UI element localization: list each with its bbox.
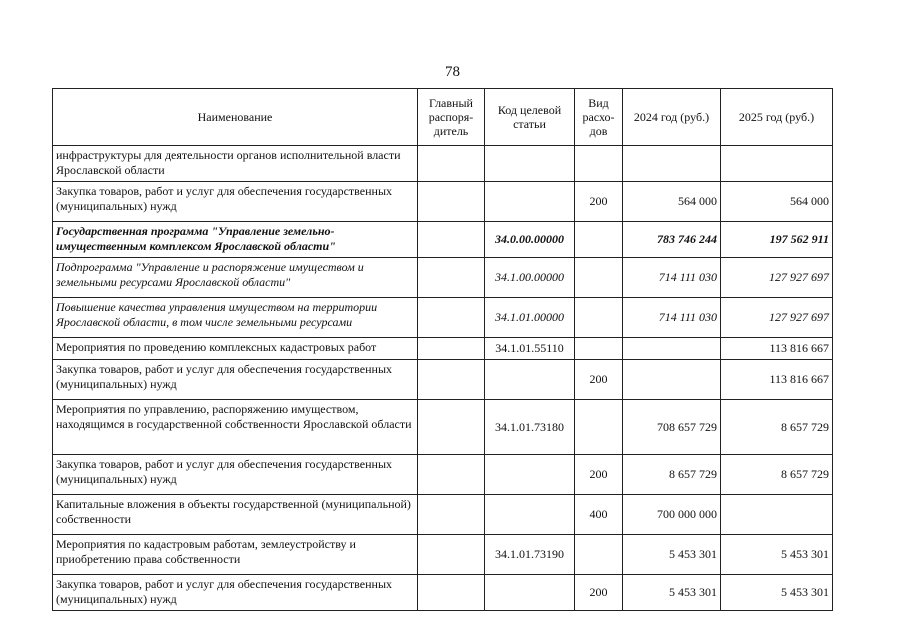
cell-code [485,575,575,611]
cell-admin [418,400,485,455]
cell-code: 34.1.01.00000 [485,298,575,338]
header-2024: 2024 год (руб.) [623,89,721,146]
cell-code [485,360,575,400]
cell-y2025: 113 816 667 [721,360,833,400]
cell-type: 200 [575,360,623,400]
table-row [53,455,833,495]
cell-admin [418,222,485,258]
cell-y2024: 5 453 301 [623,575,721,611]
cell-name: инфраструктуры для деятельности органов исполнительной власти Ярославской области [53,146,418,182]
cell-y2024: 783 746 244 [623,222,721,258]
cell-y2024: 5 453 301 [623,535,721,575]
cell-admin [418,495,485,535]
cell-y2025: 8 657 729 [721,455,833,495]
cell-admin [418,455,485,495]
cell-type [575,400,623,455]
cell-y2024: 700 000 000 [623,495,721,535]
cell-y2025: 5 453 301 [721,535,833,575]
page-number: 78 [445,64,460,80]
cell-name: Мероприятия по проведению комплексных кадастровых работ [53,338,418,360]
cell-admin [418,258,485,298]
header-type: Вид расхо-дов [575,89,623,146]
cell-y2025 [721,146,833,182]
cell-code: 34.1.01.55110 [485,338,575,360]
cell-name: Закупка товаров, работ и услуг для обеспечения государственных (муниципальных) нужд [53,575,418,611]
cell-type: 200 [575,182,623,222]
table-row [53,146,833,182]
cell-type [575,146,623,182]
cell-y2025: 127 927 697 [721,258,833,298]
cell-y2025: 113 816 667 [721,338,833,360]
cell-name: Мероприятия по кадастровым работам, землеустройству и приобретению права собственности [53,535,418,575]
cell-name: Капитальные вложения в объекты государственной (муниципальной) собственности [53,495,418,535]
header-admin: Главный распоря-дитель [418,89,485,146]
table-row [53,400,833,455]
table-row [53,495,833,535]
cell-admin [418,575,485,611]
cell-code [485,495,575,535]
cell-y2024 [623,338,721,360]
cell-code: 34.1.01.73180 [485,400,575,455]
cell-y2025: 127 927 697 [721,298,833,338]
table-row [53,535,833,575]
cell-type [575,298,623,338]
cell-name: Повышение качества управления имуществом на территории Ярославской области, в том числе земельными ресурсами [53,298,418,338]
cell-name: Мероприятия по управлению, распоряжению имуществом, находящимся в государственной собственности Ярославской области [53,400,418,455]
cell-code [485,455,575,495]
cell-type [575,535,623,575]
cell-y2024: 8 657 729 [623,455,721,495]
cell-name: Государственная программа "Управление земельно-имущественным комплексом Ярославской области" [53,222,418,258]
cell-type [575,222,623,258]
budget-table [52,88,833,611]
header-name: Наименование [53,89,418,146]
table-row [53,360,833,400]
cell-type: 200 [575,455,623,495]
cell-admin [418,338,485,360]
cell-code [485,146,575,182]
cell-y2024: 708 657 729 [623,400,721,455]
cell-admin [418,298,485,338]
cell-y2024: 714 111 030 [623,298,721,338]
cell-y2024 [623,360,721,400]
header-code: Код целевой статьи [485,89,575,146]
cell-type: 200 [575,575,623,611]
table-row [53,298,833,338]
cell-y2024: 564 000 [623,182,721,222]
cell-y2025: 5 453 301 [721,575,833,611]
cell-name: Закупка товаров, работ и услуг для обеспечения государственных (муниципальных) нужд [53,182,418,222]
cell-type [575,338,623,360]
cell-code: 34.1.00.00000 [485,258,575,298]
cell-code [485,182,575,222]
table-header-row [53,89,833,146]
cell-admin [418,360,485,400]
cell-name: Закупка товаров, работ и услуг для обеспечения государственных (муниципальных) нужд [53,455,418,495]
cell-y2025: 197 562 911 [721,222,833,258]
cell-y2025 [721,495,833,535]
cell-code: 34.1.01.73190 [485,535,575,575]
cell-admin [418,146,485,182]
cell-name: Подпрограмма "Управление и распоряжение имуществом и земельными ресурсами Ярославской области" [53,258,418,298]
cell-y2025: 564 000 [721,182,833,222]
table-row [53,338,833,360]
table-row [53,182,833,222]
table-row [53,575,833,611]
cell-type [575,258,623,298]
cell-admin [418,182,485,222]
cell-admin [418,535,485,575]
cell-y2024: 714 111 030 [623,258,721,298]
cell-y2025: 8 657 729 [721,400,833,455]
header-2025: 2025 год (руб.) [721,89,833,146]
cell-type: 400 [575,495,623,535]
cell-y2024 [623,146,721,182]
cell-name: Закупка товаров, работ и услуг для обеспечения государственных (муниципальных) нужд [53,360,418,400]
table-row [53,258,833,298]
cell-code: 34.0.00.00000 [485,222,575,258]
table-row [53,222,833,258]
